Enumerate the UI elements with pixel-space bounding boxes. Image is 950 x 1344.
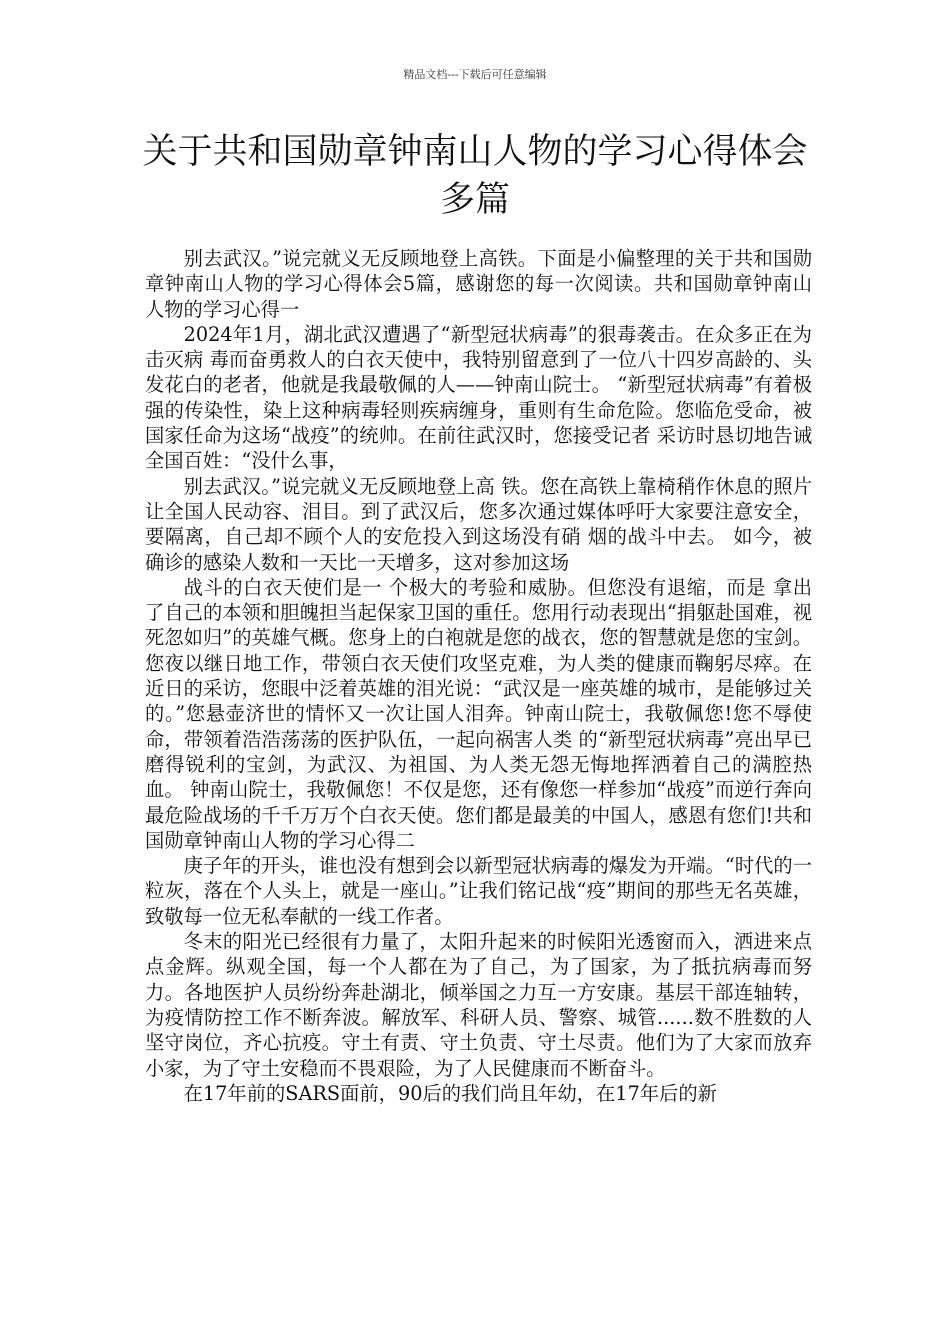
paragraph: 别去武汉。”说完就义无反顾地登上高 铁。您在高铁上靠椅稍作休息的照片让全国人民动容、泪目。到了武汉后，您多次通过媒体呼吁大家要注意安全，要隔离，自己却不顾个人的安危投入到这场没有硝 烟的战斗中去。 如今，被确诊的感染人数和一天比一天增多，这对参加这场 bbox=[145, 474, 812, 574]
paragraph: 2024年1月，湖北武汉遭遇了“新型冠状病毒”的狠毒袭击。在众多正在为击灭病 毒而奋勇救人的白衣天使中，我特别留意到了一位八十四岁高龄的、头发花白的老者，他就是我最敬佩的人——钟南山院士。 “新型冠状病毒”有着极强的传染性，染上这种病毒轻则疾病缠身，重则有生命危险。您临危受命，被国家任命为这场“战疫”的统帅。在前往武汉时，您接受记者 采访时恳切地告诫全国百姓：“没什么事， bbox=[145, 322, 812, 473]
document-title: 关于共和国勋章钟南山人物的学习心得体会多篇 bbox=[142, 132, 808, 220]
paragraph: 别去武汉。”说完就义无反顾地登上高铁。下面是小偏整理的关于共和国勋章钟南山人物的学习心得体会5篇，感谢您的每一次阅读。共和国勋章钟南山人物的学习心得一 bbox=[145, 247, 812, 321]
paragraph: 在17年前的SARS面前，90后的我们尚且年幼，在17年后的新 bbox=[183, 1081, 717, 1105]
document-body bbox=[145, 246, 812, 1106]
paragraph: 战斗的白衣天使们是一 个极大的考验和威胁。但您没有退缩，而是 拿出了自己的本领和胆魄担当起保家卫国的重任。您用行动表现出“捐躯赴国难，视死忽如归”的英雄气概。您身上的白袍就是您的战衣，您的智慧就是您的宝剑。 您夜以继日地工作，带领白衣天使们攻坚克难，为人类的健康而鞠躬尽瘁。在近日的采访，您眼中泛着英雄的泪光说：“武汉是一座英雄的城市，是能够过关的。”您悬壶济世的情怀又一次让国人泪奔。钟南山院士，我敬佩您!您不辱使命，带领着浩浩荡荡的医护队伍，一起向祸害人类 的“新型冠状病毒”亮出早已磨得锐利的宝剑，为武汉、为祖国、为人类无怨无悔地挥洒着自己的满腔热血。 钟南山院士，我敬佩您！不仅是您，还有像您一样参加“战疫”而逆行奔向最危险战场的千千万万个白衣天使。您们都是最美的中国人，感恩有您们!共和国勋章钟南山人物的学习心得二 bbox=[145, 575, 812, 852]
paragraph: 冬末的阳光已经很有力量了，太阳升起来的时候阳光透窗而入，洒进来点点金辉。纵观全国，每一个人都在为了自己，为了国家，为了抵抗病毒而努力。各地医护人员纷纷奔赴湖北，倾举国之力互一方安康。基层干部连轴转，为疫情防控工作不断奔波。解放军、科研人员、警察、城管......数不胜数的人坚守岗位，齐心抗疫。守土有责、守土负责、守土尽责。他们为了大家而放弃小家，为了守土安稳而不畏艰险，为了人民健康而不断奋斗。 bbox=[145, 930, 812, 1080]
paragraph: 庚子年的开头，谁也没有想到会以新型冠状病毒的爆发为开端。“时代的一粒灰，落在个人头上，就是一座山。”让我们铭记战“疫”期间的那些无名英雄，致敬每一位无私奉献的一线工作者。 bbox=[145, 854, 812, 928]
header-note: 精品文档---下载后可任意编辑 bbox=[403, 68, 547, 81]
